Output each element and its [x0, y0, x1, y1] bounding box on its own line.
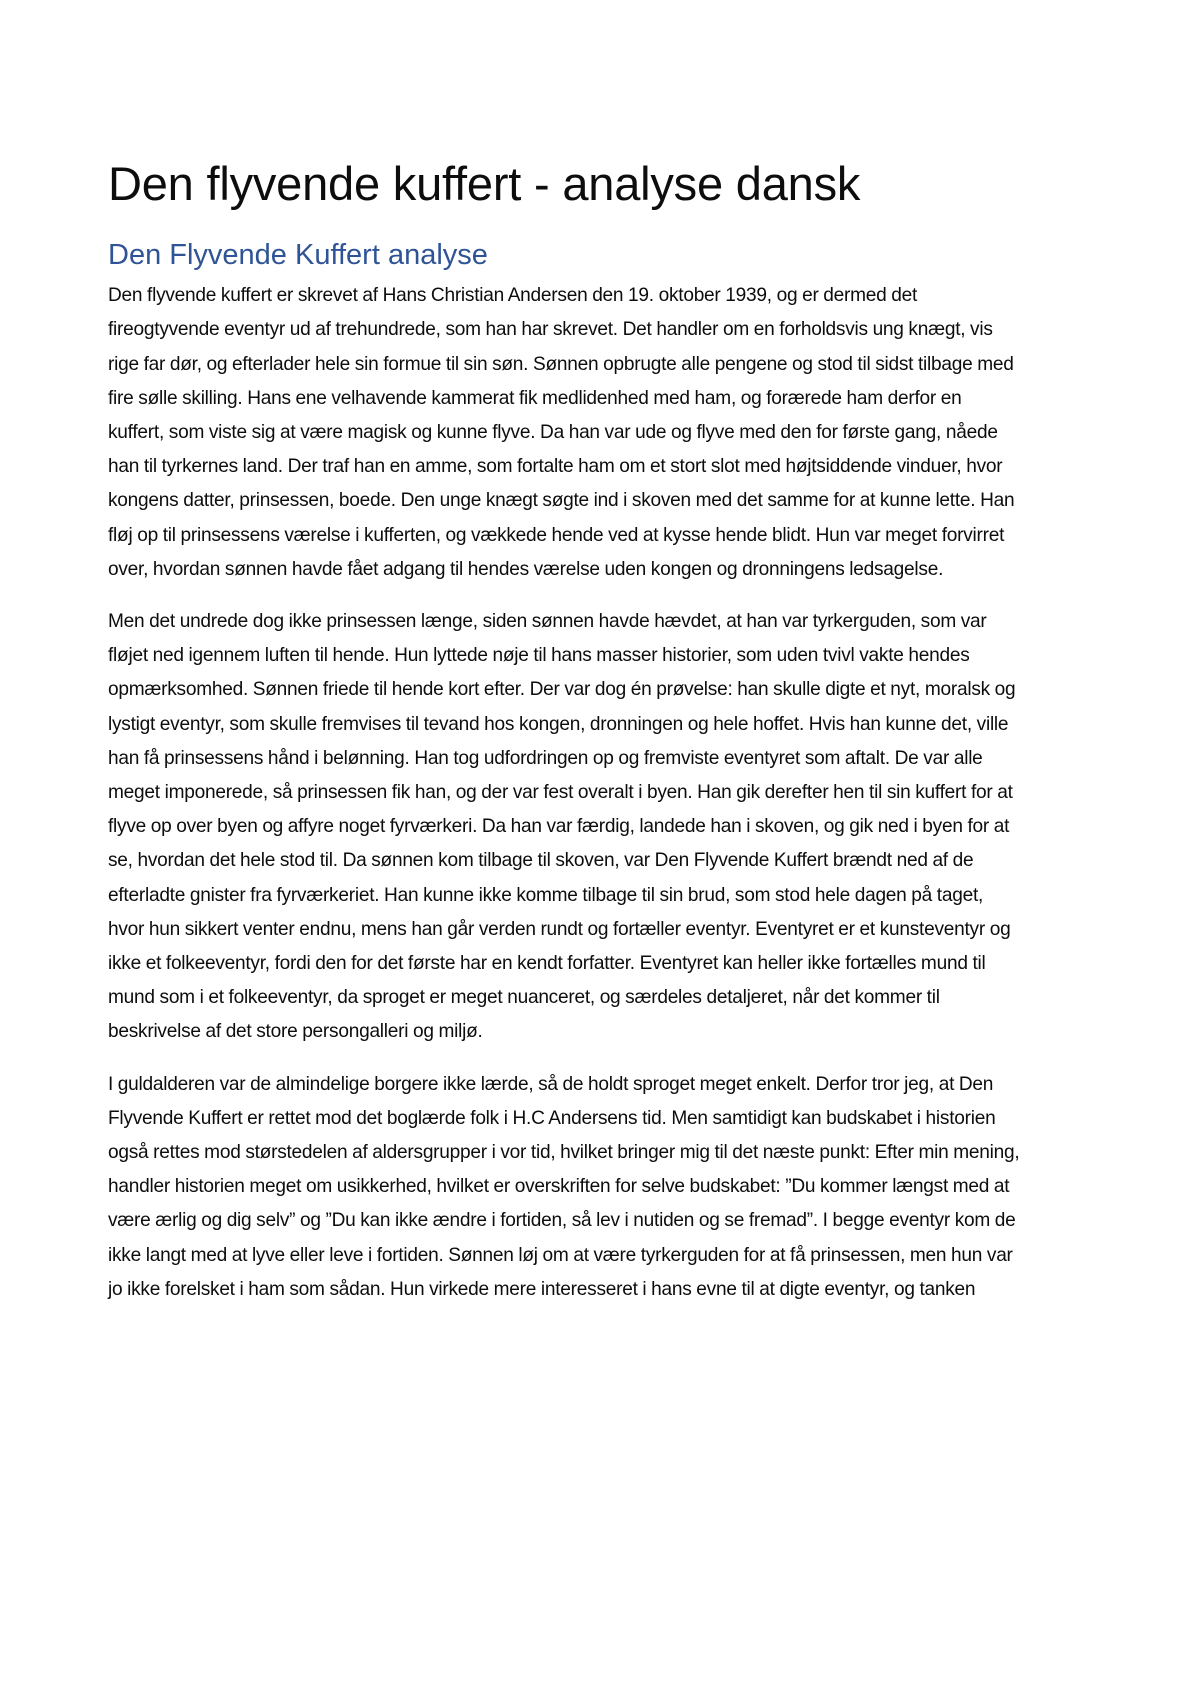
body-paragraph-3: I guldalderen var de almindelige borgere ikke lærde, så de holdt sproget meget enkelt. Derfor tror jeg, at Den Flyvende Kuffert er rettet mod det boglærde folk i H.C Andersens tid. Men samtidigt kan budskabet i historien også rettes mod størstedelen af aldersgrupper i vor tid, hvilket bringer mig til det næste punkt: Efter min mening, handler historien meget om usikkerhed, hvilket er overskriften for selve budskabet: ”Du kommer længst med at være ærlig og dig selv” og ”Du kan ikke ændre i fortiden, så lev i nutiden og se fremad”. I begge eventyr kom de ikke langt med at lyve eller leve i fortiden. Sønnen løj om at være tyrkerguden for at få prinsessen, men hun var jo ikke forelsket i ham som sådan. Hun virkede mere interesseret i hans evne til at digte eventyr, og tanken [108, 1073, 1020, 1300]
page-title: Den flyvende kuffert - analyse dansk [108, 157, 861, 210]
section-heading: Den Flyvende Kuffert analyse [108, 239, 488, 272]
body-paragraph-1: Den flyvende kuffert er skrevet af Hans Christian Andersen den 19. oktober 1939, og er dermed det fireogtyvende eventyr ud af trehundrede, som han har skrevet. Det handler om en forholdsvis ung knægt, vis rige far dør, og efterlader hele sin formue til sin søn. Sønnen opbrugte alle pengene og stod til sidst tilbage med fire sølle skilling. Hans ene velhavende kammerat fik medlidenhed med ham, og forærede ham derfor en kuffert, som viste sig at være magisk og kunne flyve. Da han var ude og flyve med den for første gang, nåede han til tyrkernes land. Der traf han en amme, som fortalte ham om et stort slot med højtsiddende vinduer, hvor kongens datter, prinsessen, boede. Den unge knægt søgte ind i skoven med det samme for at kunne lette. Han fløj op til prinsessens værelse i kufferten, og vækkede hende ved at kysse hende blidt. Hun var meget forvirret over, hvordan sønnen havde fået adgang til hendes værelse uden kongen og dronningens ledsagelse. [108, 285, 1015, 580]
body-paragraph-2: Men det undrede dog ikke prinsessen længe, siden sønnen havde hævdet, at han var tyrkerguden, som var fløjet ned igennem luften til hende. Hun lyttede nøje til hans masser historier, som uden tvivl vakte hendes opmærksomhed. Sønnen friede til hende kort efter. Der var dog én prøvelse: han skulle digte et nyt, moralsk og lystigt eventyr, som skulle fremvises til tevand hos kongen, dronningen og hele hoffet. Hvis han kunne det, ville han få prinsessens hånd i belønning. Han tog udfordringen op og fremviste eventyret som aftalt. De var alle meget imponerede, så prinsessen fik han, og der var fest overalt i byen. Han gik derefter hen til sin kuffert for at flyve op over byen og affyre noget fyrværkeri. Da han var færdig, landede han i skoven, og gik ned i byen for at se, hvordan det hele stod til. Da sønnen kom tilbage til skoven, var Den Flyvende Kuffert brændt ned af de efterladte gnister fra fyrværkeriet. Han kunne ikke komme tilbage til sin brud, som stod hele dagen på taget, hvor hun sikkert venter endnu, mens han går verden rundt og fortæller eventyr. Eventyret er et kunsteventyr og ikke et folkeeventyr, fordi den for det første har en kendt forfatter. Eventyret kan heller ikke fortælles mund til mund som i et folkeeventyr, da sproget er meget nuanceret, og særdeles detaljeret, når det kommer til beskrivelse af det store persongalleri og miljø. [108, 610, 1016, 1043]
